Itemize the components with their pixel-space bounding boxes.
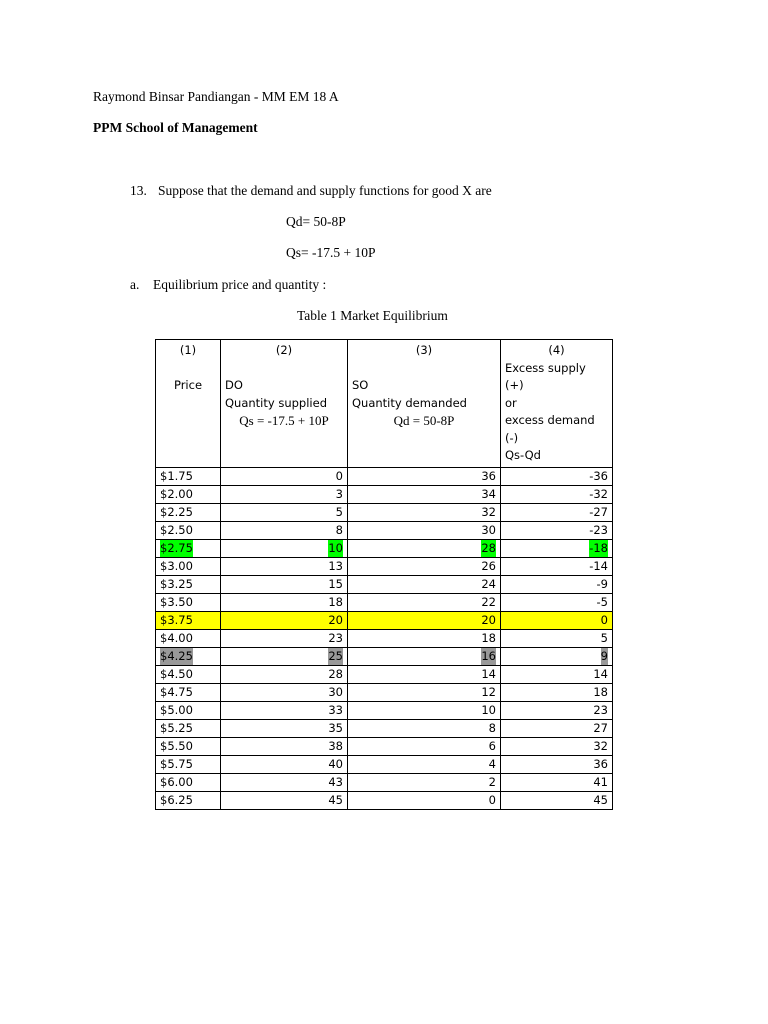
- author-line: Raymond Binsar Pandiangan - MM EM 18 A: [93, 89, 339, 104]
- excess-cell: 32: [501, 737, 613, 755]
- question-text: Suppose that the demand and supply functions for good X are: [158, 183, 492, 198]
- price-cell: $6.25: [156, 791, 221, 809]
- header-qs-line2: Quantity supplied: [225, 395, 327, 410]
- part-label: a.: [130, 277, 140, 292]
- header-excess-line3: excess demand (-): [505, 413, 595, 445]
- qd-cell: 20: [348, 611, 501, 629]
- header-quantity-supplied: [221, 340, 348, 468]
- part-text: Equilibrium price and quantity :: [153, 277, 327, 292]
- price-cell: $6.00: [156, 773, 221, 791]
- price-cell: $5.00: [156, 701, 221, 719]
- excess-cell: 27: [501, 719, 613, 737]
- excess-highlight: -18: [589, 540, 608, 555]
- price-highlight: $4.25: [160, 648, 193, 663]
- table-row-gray-highlight: [156, 647, 613, 665]
- table-row: [156, 683, 613, 701]
- header-qd-line2: Quantity demanded: [352, 395, 467, 410]
- table-header-row: [156, 340, 613, 468]
- excess-cell: -5: [501, 593, 613, 611]
- header-qs-line1: DO: [225, 378, 243, 392]
- price-cell: $4.50: [156, 665, 221, 683]
- excess-cell: 23: [501, 701, 613, 719]
- qd-highlight: 28: [481, 540, 496, 555]
- excess-cell: -36: [501, 467, 613, 485]
- qs-cell: 15: [221, 575, 348, 593]
- excess-cell: 36: [501, 755, 613, 773]
- excess-cell: -23: [501, 521, 613, 539]
- qd-cell: [348, 647, 501, 665]
- qs-cell: 45: [221, 791, 348, 809]
- price-cell: $2.00: [156, 485, 221, 503]
- qd-cell: 12: [348, 683, 501, 701]
- excess-cell: 18: [501, 683, 613, 701]
- table-row: [156, 755, 613, 773]
- qs-cell: 20: [221, 611, 348, 629]
- qd-cell: 0: [348, 791, 501, 809]
- header-price-number: (1): [179, 343, 197, 357]
- qd-cell: 22: [348, 593, 501, 611]
- qd-cell: 4: [348, 755, 501, 773]
- qs-cell: 0: [221, 467, 348, 485]
- price-cell: [156, 647, 221, 665]
- excess-cell: 0: [501, 611, 613, 629]
- excess-cell: 41: [501, 773, 613, 791]
- qd-cell: 14: [348, 665, 501, 683]
- excess-cell: 14: [501, 665, 613, 683]
- header-qd-line1: SO: [352, 378, 369, 392]
- table-row: [156, 467, 613, 485]
- excess-cell: -27: [501, 503, 613, 521]
- header-excess: [501, 340, 613, 468]
- qs-cell: 8: [221, 521, 348, 539]
- demand-function: Qd= 50-8P: [286, 214, 346, 229]
- qd-cell: 34: [348, 485, 501, 503]
- excess-cell: [501, 647, 613, 665]
- table-row: [156, 737, 613, 755]
- qd-cell: 10: [348, 701, 501, 719]
- price-cell: $2.25: [156, 503, 221, 521]
- qs-highlight: 25: [328, 648, 343, 663]
- excess-cell: -32: [501, 485, 613, 503]
- qs-cell: 23: [221, 629, 348, 647]
- table-row: [156, 701, 613, 719]
- table-row: [156, 719, 613, 737]
- excess-cell: -14: [501, 557, 613, 575]
- price-cell: $3.00: [156, 557, 221, 575]
- table-row-green-highlight: [156, 539, 613, 557]
- price-cell: $5.75: [156, 755, 221, 773]
- price-cell: $4.00: [156, 629, 221, 647]
- qs-cell: 35: [221, 719, 348, 737]
- qd-cell: 26: [348, 557, 501, 575]
- qs-cell: 18: [221, 593, 348, 611]
- price-cell: $5.50: [156, 737, 221, 755]
- price-cell: $1.75: [156, 467, 221, 485]
- qd-cell: 2: [348, 773, 501, 791]
- table-row: [156, 575, 613, 593]
- qs-highlight: 10: [328, 540, 343, 555]
- table-row: [156, 791, 613, 809]
- table-row: [156, 773, 613, 791]
- excess-cell: [501, 539, 613, 557]
- qd-cell: 8: [348, 719, 501, 737]
- excess-cell: 5: [501, 629, 613, 647]
- question-number: 13.: [130, 183, 147, 198]
- header-excess-line4: Qs-Qd: [505, 448, 541, 462]
- table-row: [156, 503, 613, 521]
- header-excess-number: (4): [548, 343, 565, 357]
- supply-function: Qs= -17.5 + 10P: [286, 245, 376, 260]
- header-qs-formula: Qs = -17.5 + 10P: [239, 413, 329, 428]
- qd-highlight: 16: [481, 648, 496, 663]
- qs-cell: 13: [221, 557, 348, 575]
- price-cell: $2.50: [156, 521, 221, 539]
- table-caption: Table 1 Market Equilibrium: [297, 308, 448, 323]
- excess-cell: -9: [501, 575, 613, 593]
- qs-cell: 28: [221, 665, 348, 683]
- qs-cell: [221, 539, 348, 557]
- excess-highlight: 9: [600, 648, 608, 663]
- price-cell: $3.50: [156, 593, 221, 611]
- price-cell: $3.25: [156, 575, 221, 593]
- header-price-label: Price: [173, 378, 203, 392]
- table-row: [156, 665, 613, 683]
- market-equilibrium-table: [155, 339, 613, 810]
- table-row: [156, 485, 613, 503]
- header-quantity-demanded: [348, 340, 501, 468]
- price-cell: $4.75: [156, 683, 221, 701]
- table-row: [156, 521, 613, 539]
- header-qs-number: (2): [275, 343, 293, 357]
- qd-cell: 6: [348, 737, 501, 755]
- header-qd-formula: Qd = 50-8P: [393, 413, 455, 428]
- school-name: PPM School of Management: [93, 120, 258, 135]
- qd-cell: 18: [348, 629, 501, 647]
- qs-cell: 43: [221, 773, 348, 791]
- header-excess-line2: or: [505, 395, 517, 410]
- table-row-equilibrium: [156, 611, 613, 629]
- header-excess-line1: Excess supply (+): [505, 360, 586, 392]
- qd-cell: [348, 539, 501, 557]
- header-price: [156, 340, 221, 468]
- qd-cell: 36: [348, 467, 501, 485]
- qs-cell: 3: [221, 485, 348, 503]
- qs-cell: 40: [221, 755, 348, 773]
- qd-cell: 24: [348, 575, 501, 593]
- price-cell: [156, 539, 221, 557]
- excess-cell: 45: [501, 791, 613, 809]
- price-cell: $5.25: [156, 719, 221, 737]
- table-row: [156, 557, 613, 575]
- price-cell: $3.75: [156, 611, 221, 629]
- qd-cell: 30: [348, 521, 501, 539]
- qs-cell: [221, 647, 348, 665]
- qs-cell: 30: [221, 683, 348, 701]
- qs-cell: 38: [221, 737, 348, 755]
- table-row: [156, 629, 613, 647]
- header-qd-number: (3): [415, 343, 433, 357]
- qd-cell: 32: [348, 503, 501, 521]
- table-row: [156, 593, 613, 611]
- qs-cell: 33: [221, 701, 348, 719]
- qs-cell: 5: [221, 503, 348, 521]
- price-highlight: $2.75: [160, 540, 193, 555]
